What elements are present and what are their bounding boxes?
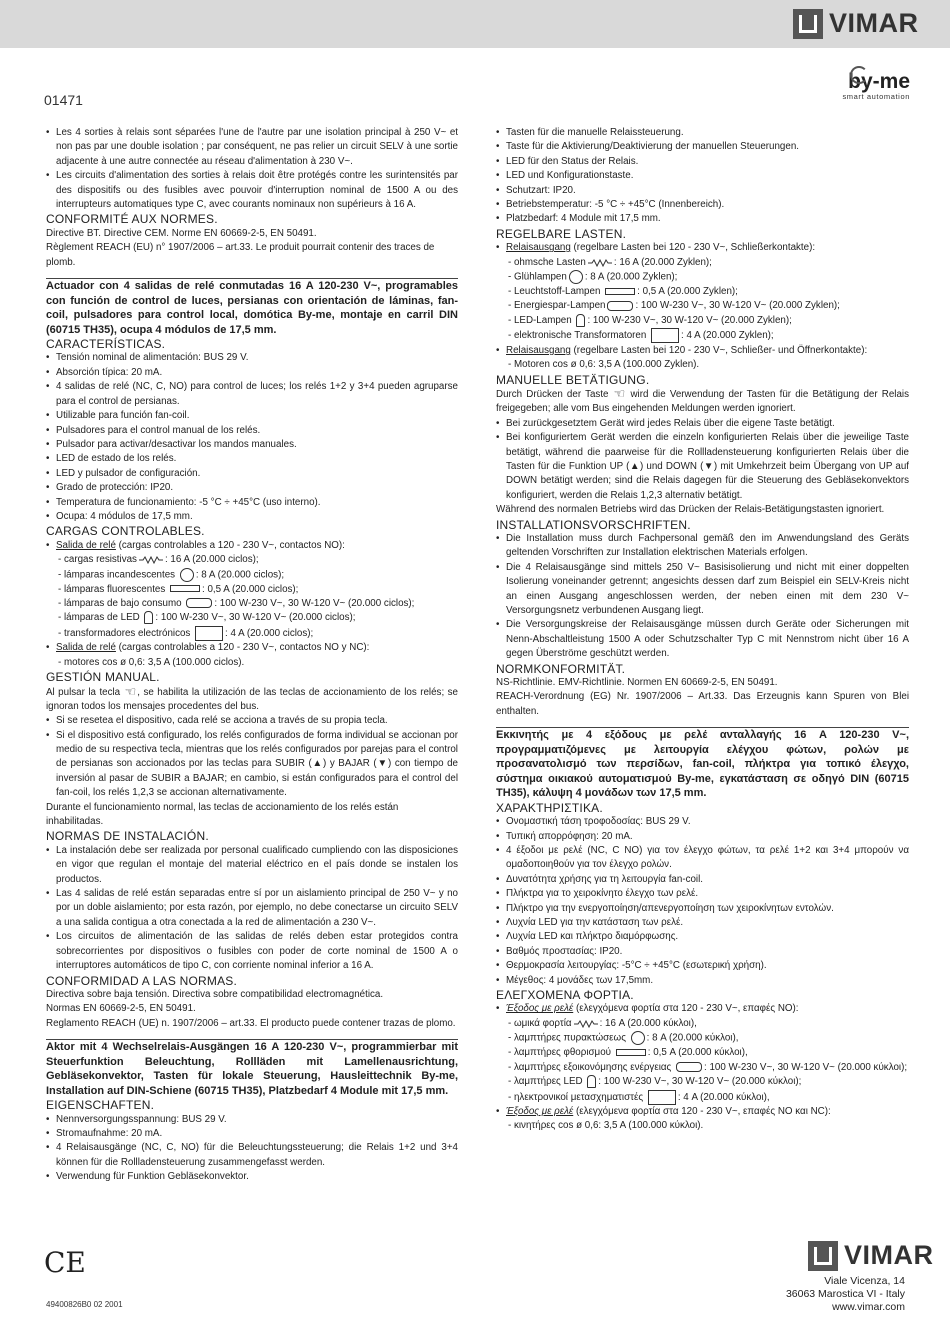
es-loads-relay	[46, 539, 458, 553]
es-load-row	[46, 626, 458, 642]
de-loads-relay-label: Relaisausgang	[506, 242, 571, 254]
de-loads-relay2	[496, 344, 909, 358]
byme-logo-text: by-me	[848, 70, 910, 93]
bulb-icon	[569, 270, 583, 284]
load-label: - Glühlampen	[508, 271, 567, 283]
el-loads-relay2	[496, 1105, 909, 1119]
fr-bullet: • Les circuits d'alimentation des sorties à relais doit être protégés contre les surintensités par des dispositifs ou des fusibles avec pouvoir d'interruption nominal de 1500 A ou des interrupteurs automatiques type C, avec courants nominaux non supérieurs à 16 A.	[46, 169, 458, 212]
cfl-icon	[676, 1062, 702, 1072]
load-label: - lámparas de bajo consumo	[58, 597, 182, 609]
es-feature: • LED de estado de los relés.	[46, 452, 458, 466]
cfl-icon	[186, 598, 212, 608]
es-install-heading: NORMAS DE INSTALACIÓN.	[46, 829, 209, 844]
es-manual-bullet: • Si se resetea el dispositivo, cada relé se acciona a través de su propia tecla.	[46, 714, 458, 728]
de-feature: • Schutzart: IP20.	[496, 184, 909, 198]
load-value: : 4 A (20.000 κύκλοι),	[677, 1091, 770, 1103]
es-feature: • Grado de protección: IP20.	[46, 481, 458, 495]
de-install-bullet: • Die Installation muss durch Fachpersonal gemäß den im Anwendungsland des Geräts geltenden Vorschriften zur Installation elektrischen Materials erfolgen.	[496, 532, 909, 561]
de-manual-bullet: • Bei konfiguriertem Gerät werden die einzeln konfigurierten Relais über die jeweilige Taste betätigt, während die paarweise für die Rollladensteuerung konfigurierten Relais über die Tasten für die Funktion UP (▲) und DOWN (▼) mit Umkehrzeit beim Übergang von UP auf DOWN betätigt werden; sind die Relais dagegen für die Steuerung des Gebläsekonvektors konfiguriert, werden die Relais 1,2,3 alternativ betätigt.	[496, 431, 909, 503]
es-loads-relay-label: Salida de relé	[56, 539, 116, 551]
es-install-bullet: • Los circuitos de alimentación de las salidas de relés deben estar protegidos contra sobrecorrientes por dispositivos o fusibles con poder de corte nominal de 1500 A o interruptores automáticos de tipo C, con corriente nominal inferior a 16 A.	[46, 930, 458, 973]
load-value: : 100 W-230 V~, 30 W-120 V~ (20.000 Zyklen);	[587, 314, 792, 326]
es-feature: • Absorción típica: 20 mA.	[46, 366, 458, 380]
es-manual-bullet: • Si el dispositivo está configurado, los relés configurados de forma individual se accionan por medio de su respectiva tecla, mientras que los relés configurados por parejas para el control de persianas son accionados por las teclas para SUBIR (▲) y BAJAR (▼) con tiempo de inversión al pasar de SUBIR a BAJAR; en cambio, si están configurados para el control del fan-coil, los relés 1,2,3 se accionan alternativamente.	[46, 729, 458, 801]
de-manual-bullet: • Bei zurückgesetztem Gerät wird jedes Relais über die eigene Taste betätigt.	[496, 417, 909, 431]
el-load-row	[496, 1061, 909, 1075]
es-load-row	[46, 553, 458, 567]
de-feature: • Platzbedarf: 4 Module mit 17,5 mm.	[496, 212, 909, 226]
el-feature: • Θερμοκρασία λειτουργίας: -5°C ÷ +45°C (εσωτερική χρήση).	[496, 959, 909, 973]
el-title: Εκκινητής με 4 εξόδους με ρελέ ανταλλαγής 16 A 120-230 V~, προγραμματιζόμενες με λειτουργία ελέγχου φώτων, ρολών με προσανατολισμό των περσίδων, fan-coil, πλήκτρα για τοπικό έλεγχο, σύστημα οικιακού αυτοματισμού By-me, εγκατάσταση σε οδηγό DIN (60715 TH35), κάλυψη 4 μονάδων των 17,5 mm.	[496, 729, 909, 800]
es-conformity-line: Normas EN 60669-2-5, EN 50491.	[46, 1003, 196, 1015]
transformer-icon	[195, 626, 223, 641]
de-install-bullet: • Die Versorgungskreise der Relaisausgänge müssen durch Geräte oder Sicherungen mit Nenn-Abschaltleistung 1500 A oder Schutzschalter Typ C mit Nennstrom nicht über 16 A gegen Überströme geschützt werden.	[496, 618, 909, 661]
el-feature: • Μέγεθος: 4 μονάδες των 17,5mm.	[496, 974, 909, 988]
load-label: - ηλεκτρονικοί μετασχηματιστές	[508, 1091, 644, 1103]
load-value: : 8 A (20.000 ciclos);	[195, 569, 285, 581]
el-loads-relay2-text: (ελεγχόμενα φορτία στα 120 - 230 V~, επαφές NO και NC):	[573, 1106, 831, 1118]
tube-icon	[170, 585, 200, 592]
es-manual-heading: GESTIÓN MANUAL.	[46, 670, 160, 685]
manual-intro-text: wird die Verwendung der Tasten für die Betätigung der Relais freigegeben; alle vom Bus eingehenden Meldungen werden ignoriert.	[496, 388, 910, 415]
de-load-row	[496, 256, 909, 270]
load-value: : 8 A (20.000 Zyklen);	[584, 271, 678, 283]
de-loads-relay-text: (regelbare Lasten bei 120 - 230 V~, Schließerkontakte):	[570, 242, 816, 254]
de-features-heading: EIGENSCHAFTEN.	[46, 1098, 155, 1113]
fr-conformity-heading: CONFORMITÉ AUX NORMES.	[46, 212, 218, 227]
bulb-icon	[180, 568, 194, 582]
de-motors: - Motoren cos ø 0,6: 3,5 A (100.000 Zyklen).	[508, 359, 700, 371]
de-install-heading: INSTALLATIONSVORSCHRIFTEN.	[496, 517, 691, 532]
load-value: : 0,5 A (20.000 Zyklen);	[637, 286, 738, 298]
load-label: - ohmsche Lasten	[508, 256, 586, 268]
de-loads-heading: REGELBARE LASTEN.	[496, 226, 627, 241]
load-value: : 100 W-230 V~, 30 W-120 V~ (20.000 Zyklen);	[635, 300, 840, 312]
de-conformity-line: REACH-Verordnung (EG) Nr. 1907/2006 – Art.33. Das Erzeugnis kann Spuren von Blei enthalten.	[496, 691, 909, 717]
de-feature: • Stromaufnahme: 20 mA.	[46, 1127, 458, 1141]
load-label: - ωμικά φορτία	[508, 1017, 572, 1029]
el-feature: • Λυχνία LED και πλήκτρο διαμόρφωσης.	[496, 930, 909, 944]
left-column	[46, 126, 458, 1185]
load-label: - lámparas fluorescentes	[58, 583, 166, 595]
vimar-logo-mark-icon	[793, 9, 823, 39]
es-conformity-line: Reglamento REACH (UE) n. 1907/2006 – art.33. El producto puede contener trazas de plomo.	[46, 1017, 456, 1029]
es-conformity-heading: CONFORMIDAD A LAS NORMAS.	[46, 973, 238, 988]
load-value: : 100 W-230 V~, 30 W-120 V~ (20.000 ciclos);	[214, 597, 415, 609]
es-feature: • Tensión nominal de alimentación: BUS 29 V.	[46, 351, 458, 365]
bulb-icon	[631, 1031, 645, 1045]
vimar-logo-mark-icon	[808, 1241, 838, 1271]
es-feature: • 4 salidas de relé (NC, C, NO) para control de luces; los relés 1+2 y 3+4 pueden agruparse para el control de persianas.	[46, 380, 458, 409]
es-install-bullet: • La instalación debe ser realizada por personal cualificado cumpliendo con las disposiciones en vigor que regulan el montaje del material eléctrico en el país donde se instalen los productos.	[46, 844, 458, 887]
de-loads-relay2-text: (regelbare Lasten bei 120 - 230 V~, Schließer- und Öffnerkontakte):	[570, 344, 868, 356]
load-value: : 16 A (20.000 Zyklen);	[613, 256, 712, 268]
resistor-icon	[139, 555, 163, 564]
es-feature: • Temperatura de funcionamiento: -5 °C ÷ +45°C (uso interno).	[46, 496, 458, 510]
el-load-row	[496, 1090, 909, 1106]
vimar-logo-text: VIMAR	[844, 1240, 934, 1270]
load-label: - LED-Lampen	[508, 314, 572, 326]
el-loads-relay-text: (ελεγχόμενα φορτία στα 120 - 230 V~, επαφές NO):	[573, 1003, 799, 1015]
address-line: 36063 Marostica VI - Italy	[785, 1288, 905, 1300]
right-column	[496, 126, 909, 1134]
led-icon	[576, 314, 585, 327]
resistor-icon	[574, 1019, 598, 1028]
el-loads-relay2-label: Έξοδος με ρελέ	[506, 1106, 574, 1118]
es-features-heading: CARACTERÍSTICAS.	[46, 337, 166, 352]
load-value: : 100 W-230 V~, 30 W-120 V~ (20.000 κύκλοι);	[598, 1076, 802, 1088]
tube-icon	[605, 288, 635, 295]
es-loads-relay2-label: Salida de relé	[56, 642, 116, 654]
de-conformity-heading: NORMKONFORMITÄT.	[496, 661, 626, 676]
website-link[interactable]: www.vimar.com	[832, 1301, 905, 1313]
el-load-row	[496, 1075, 909, 1090]
load-label: - lámparas incandescentes	[58, 569, 176, 581]
tube-icon	[616, 1049, 646, 1056]
de-load-row	[496, 285, 909, 299]
el-feature: • Δυνατότητα χρήσης για τη λειτουργία fan-coil.	[496, 873, 909, 887]
de-manual-intro	[496, 387, 909, 417]
load-value: : 16 A (20.000 κύκλοι),	[599, 1017, 697, 1029]
de-load-row	[496, 328, 909, 344]
de-title: Aktor mit 4 Wechselrelais-Ausgängen 16 A 120-230 V~, programmierbar mit Steuerfunktion Beleuchtung, Rollläden mit Lamellenausrichtung, Gebläsekonvektor, Tasten für lokale Steuerung, Hausleittechnik By-me, Installation auf DIN-Schiene (60715 TH35), Platzbedarf 4 Module mit 17,5 mm.	[46, 1041, 458, 1097]
load-label: - λαμπτήρες εξοικονόμησης ενέργειας	[508, 1061, 672, 1073]
ce-mark: CE	[44, 1246, 86, 1279]
resistor-icon	[588, 258, 612, 267]
address-line: Viale Vicenza, 14	[824, 1275, 905, 1287]
led-icon	[144, 611, 153, 624]
es-install-bullet: • Las 4 salidas de relé están separadas entre sí por un aislamiento principal de 250 V~ y no por un doble aislamiento; por esta razón, por ejemplo, no debe conectarse un circuito SELV a una salida contigua a otra conectada a la red de alimentación a 230 V~.	[46, 887, 458, 930]
hand-icon: ☜	[613, 386, 626, 402]
es-load-row	[46, 611, 458, 626]
de-feature: • LED für den Status der Relais.	[496, 155, 909, 169]
de-manual-heading: MANUELLE BETÄTIGUNG.	[496, 372, 650, 387]
es-load-row	[46, 568, 458, 583]
load-value: : 0,5 A (20.000 ciclos);	[202, 583, 299, 595]
load-label: - lámparas de LED	[58, 612, 140, 624]
el-motors: - κινητήρες cos ø 0,6: 3,5 A (100.000 κύκλοι).	[508, 1120, 704, 1132]
load-label: - Leuchtstoff-Lampen	[508, 286, 601, 298]
es-feature: • Pulsador para activar/desactivar los mandos manuales.	[46, 438, 458, 452]
vimar-footer-logo	[808, 1240, 934, 1271]
load-label: - cargas resistivas	[58, 554, 137, 566]
es-manual-outro: Durante el funcionamiento normal, las teclas de accionamiento de los relés están inhabilitadas.	[46, 801, 399, 828]
transformer-icon	[648, 1090, 676, 1105]
manual-intro-text: , se habilita la utilización de las teclas de accionamiento de los relés; se ignoran todos los mensajes procedentes del bus.	[46, 686, 458, 712]
el-feature: • Βαθμός προστασίας: IP20.	[496, 945, 909, 959]
manual-intro-text: Al pulsar la tecla	[46, 686, 121, 698]
de-feature: • Taste für die Aktivierung/Deaktivierung der manuellen Steuerungen.	[496, 140, 909, 154]
el-load-row	[496, 1017, 909, 1031]
es-motors: - motores cos ø 0,6: 3,5 A (100.000 ciclos).	[58, 656, 245, 668]
product-code: 01471	[44, 92, 83, 108]
vimar-logo-text: VIMAR	[829, 8, 919, 38]
el-feature: • Τυπική απορρόφηση: 20 mA.	[496, 830, 909, 844]
es-manual-intro	[46, 685, 458, 715]
de-install-bullet: • Die 4 Relaisausgänge sind mittels 250 V~ Basisisolierung und nicht mit einer doppelten Isolierung voneinander getrennt; angesichts dessen darf zum Beispiel ein SELV-Kreis nicht an einen Ausgang angeschlossen werden, der neben einen mit dem 230 V~ Versorgungsnetz verbundenen Ausgang liegt.	[496, 561, 909, 619]
fr-bullet: • Les 4 sorties à relais sont séparées l'une de l'autre par une isolation principal à 250 V~ et non pas par une double isolation ; par conséquent, ne pas relier un circuit SELV à une sortie adjacente à une autre connectée au réseau d'alimentation à 230 V~.	[46, 126, 458, 169]
load-label: - transformadores electrónicos	[58, 627, 191, 639]
el-loads-heading: ΕΛΕΓΧΟΜΕΝΑ ΦΟΡΤΙΑ.	[496, 988, 634, 1003]
es-load-row	[46, 583, 458, 597]
es-conformity-line: Directiva sobre baja tensión. Directiva sobre compatibilidad electromagnética.	[46, 988, 384, 1000]
byme-swirl-icon	[850, 66, 868, 84]
load-value: : 8 A (20.000 κύκλοι),	[646, 1032, 739, 1044]
el-feature: • 4 έξοδοι με ρελέ (NC, C NO) για τον έλεγχο φώτων, τα ρελέ 1+2 και 3+4 μπορούν να ομαδοποιηθούν για τον έλεγχο ρολών.	[496, 844, 909, 873]
hand-icon: ☜	[124, 683, 137, 699]
es-title: Actuador con 4 salidas de relé conmutadas 16 A 120-230 V~, programables con función de control de luces, persianas con orientación de láminas, fan-coil, pulsadores para control local, domótica By-me, montaje en carril DIN (60715 TH35), ocupa 4 módulos de 17,5 mm.	[46, 280, 458, 336]
vimar-logo	[793, 8, 919, 39]
es-loads-relay2	[46, 641, 458, 655]
el-features-heading: ΧΑΡΑΚΤΗΡΙΣΤΙΚΑ.	[496, 800, 603, 815]
el-feature: • Ονομαστική τάση τροφοδοσίας: BUS 29 V.	[496, 815, 909, 829]
el-feature: • Πλήκτρα για το χειροκίνητο έλεγχο των ρελέ.	[496, 887, 909, 901]
fr-conformity-line: Règlement REACH (EU) n° 1907/2006 – art.33. Le produit pourrait contenir des traces de plomb.	[46, 242, 435, 268]
es-loads-heading: CARGAS CONTROLABLES.	[46, 524, 205, 539]
de-loads-relay2-label: Relaisausgang	[506, 344, 571, 356]
byme-logo	[838, 72, 910, 101]
led-icon	[587, 1075, 596, 1088]
load-label: - λαμπτήρες LED	[508, 1076, 583, 1088]
el-loads-relay	[496, 1002, 909, 1016]
load-value: : 100 W-230 V~, 30 W-120 V~ (20.000 ciclos);	[155, 612, 356, 624]
de-feature: • Betriebstemperatur: -5 °C ÷ +45°C (Innenbereich).	[496, 198, 909, 212]
document-number: 49400826B0 02 2001	[46, 1300, 123, 1309]
de-feature: • Nennversorgungsspannung: BUS 29 V.	[46, 1113, 458, 1127]
de-feature: • Tasten für die manuelle Relaissteuerung.	[496, 126, 909, 140]
de-conformity-line: NS-Richtlinie. EMV-Richtlinie. Normen EN 60669-2-5, EN 50491.	[496, 677, 778, 689]
load-value: : 4 A (20.000 Zyklen);	[681, 330, 774, 342]
load-label: - λαμπτήρες πυρακτώσεως	[508, 1032, 626, 1044]
load-value: : 4 A (20.000 ciclos);	[225, 627, 314, 639]
de-load-row	[496, 314, 909, 329]
transformer-icon	[651, 328, 679, 343]
de-load-row	[496, 299, 909, 313]
de-feature: • Verwendung für Funktion Gebläsekonvektor.	[46, 1170, 458, 1184]
el-feature: • Λυχνία LED για την κατάσταση των ρελέ.	[496, 916, 909, 930]
es-feature: • Pulsadores para el control manual de los relés.	[46, 424, 458, 438]
es-loads-relay-text: (cargas controlables a 120 - 230 V~, contactos NO):	[115, 539, 345, 551]
load-label: - λαμπτήρες φθορισμού	[508, 1047, 612, 1059]
load-label: - elektronische Transformatoren	[508, 330, 647, 342]
el-feature: • Πλήκτρο για την ενεργοποίηση/απενεργοποίηση των χειροκίνητων εντολών.	[496, 902, 909, 916]
company-address	[710, 1275, 905, 1314]
el-load-row	[496, 1046, 909, 1060]
de-manual-outro: Während des normalen Betriebs wird das Drücken der Relais-Betätigungstasten ignoriert.	[496, 504, 885, 516]
es-load-row	[46, 597, 458, 611]
byme-tagline: smart automation	[842, 92, 910, 101]
load-label: - Energiespar-Lampen	[508, 300, 606, 312]
load-value: : 100 W-230 V~, 30 W-120 V~ (20.000 κύκλοι);	[704, 1061, 908, 1073]
load-value: : 16 A (20.000 ciclos);	[164, 554, 259, 566]
de-load-row	[496, 270, 909, 285]
cfl-icon	[607, 301, 633, 311]
el-loads-relay-label: Έξοδος με ρελέ	[506, 1003, 574, 1015]
el-load-row	[496, 1031, 909, 1046]
es-feature: • Utilizable para función fan-coil.	[46, 409, 458, 423]
es-feature: • LED y pulsador de configuración.	[46, 467, 458, 481]
es-feature: • Ocupa: 4 módulos de 17,5 mm.	[46, 510, 458, 524]
de-feature: • 4 Relaisausgänge (NC, C, NO) für die Beleuchtungssteuerung; die Relais 1+2 und 3+4 können für die Rollladensteuerung zusammengefasst werden.	[46, 1141, 458, 1170]
load-value: : 0,5 A (20.000 κύκλοι),	[647, 1047, 748, 1059]
de-loads-relay	[496, 241, 909, 255]
fr-conformity-line: Directive BT. Directive CEM. Norme EN 60669-2-5, EN 50491.	[46, 227, 317, 239]
manual-intro-text: Durch Drücken der Taste	[496, 388, 609, 400]
es-loads-relay2-text: (cargas controlables a 120 - 230 V~, contactos NO y NC):	[115, 642, 370, 654]
de-feature: • LED und Konfigurationstaste.	[496, 169, 909, 183]
